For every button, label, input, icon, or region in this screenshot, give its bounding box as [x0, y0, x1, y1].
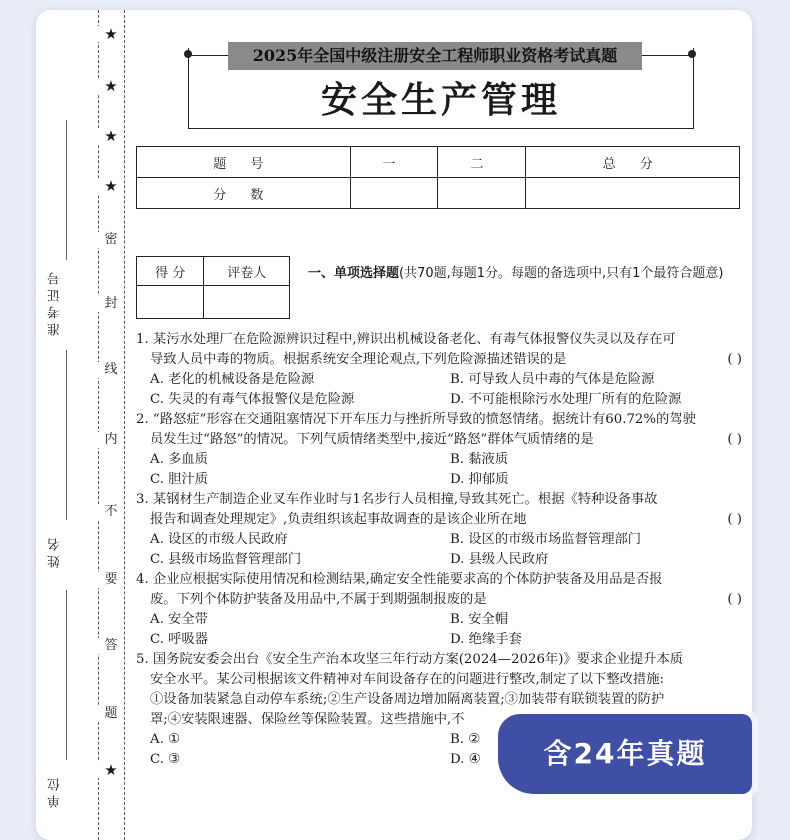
question-1	[136, 330, 742, 410]
seal-char: 题	[98, 706, 124, 722]
star-icon: ★	[98, 78, 124, 94]
option-a: A. 设区的市级人民政府	[150, 532, 288, 547]
question-line: 安全水平。某公司根据该文件精神对车间设备存在的问题进行整改,制定了以下整改措施:	[150, 672, 664, 687]
question-line: 罩;④安装限速器、保险丝等保险装置。这些措施中,不	[150, 712, 465, 727]
seal-char: 内	[98, 432, 124, 448]
option-c: C. ③	[150, 752, 181, 767]
exam-title: 2025年全国中级注册安全工程师职业资格考试真题	[228, 42, 642, 70]
score-cell: 总 分	[526, 147, 740, 178]
answer-paren: ( )	[727, 352, 742, 367]
question-line: 导致人员中毒的物质。根据系统安全理论观点,下列危险源描述错误的是 ( )	[136, 350, 742, 370]
seal-char: 密	[98, 232, 124, 248]
option-a: A. ①	[150, 732, 180, 747]
score-cell: 题 号	[137, 147, 351, 178]
option-d: D. 县级人民政府	[450, 552, 549, 567]
subject-title: 安全生产管理	[320, 79, 561, 121]
option-d: D. 绝缘手套	[450, 632, 522, 647]
option-b: B. 设区的市级市场监督管理部门	[450, 532, 642, 547]
option-d: D. 抑郁质	[450, 472, 509, 487]
section-heading	[308, 264, 748, 284]
option-b: B. 可导致人员中毒的气体是危险源	[450, 372, 655, 387]
seal-char: 封	[98, 296, 124, 312]
question-line: 3. 某钢材生产制造企业叉车作业时与1名步行人员相撞,导致其死亡。根据《特种设备事故	[136, 492, 658, 507]
option-b: B. ②	[450, 732, 481, 747]
grader-score-label: 得 分	[137, 257, 204, 286]
option-a: A. 多血质	[150, 452, 208, 467]
question-line: 1. 某污水处理厂在危险源辨识过程中,辨识出机械设备老化、有毒气体报警仪失灵以及存在可	[136, 332, 676, 347]
binding-margin	[36, 10, 124, 840]
star-icon: ★	[98, 128, 124, 144]
grader-table	[136, 256, 290, 319]
score-cell: 二	[438, 147, 526, 178]
question-line: 5. 国务院安委会出台《安全生产治本攻坚三年行动方案(2024—2026年)》要求企业提升本质	[136, 652, 684, 667]
score-cell: 分 数	[137, 178, 351, 209]
option-a: A. 安全带	[150, 612, 208, 627]
question-line: 2. “路怒症”形容在交通阻塞情况下开车压力与挫折所导致的愤怒情绪。据统计有60.72%的驾驶	[136, 412, 696, 427]
star-icon: ★	[98, 178, 124, 194]
promo-badge: 含24年真题	[498, 714, 752, 794]
question-2	[136, 410, 742, 490]
seal-char: 要	[98, 572, 124, 588]
score-cell: 一	[350, 147, 438, 178]
question-line: 4. 企业应根据实际使用情况和检测结果,确定安全性能要求高的个体防护装备及用品是否报	[136, 572, 663, 587]
answer-paren: ( )	[727, 592, 742, 607]
option-d: D. 不可能根除污水处理厂所有的危险源	[450, 392, 682, 407]
grader-cell	[204, 286, 290, 319]
option-c: C. 县级市场监督管理部门	[150, 552, 302, 567]
question-3	[136, 490, 742, 570]
question-list	[136, 330, 742, 770]
option-c: C. 胆汁质	[150, 472, 209, 487]
answer-paren: ( )	[727, 512, 742, 527]
star-icon: ★	[98, 762, 124, 778]
score-cell	[350, 178, 438, 209]
question-line: 报告和调查处理规定》,负责组织该起事故调查的是该企业所在地 ( )	[136, 510, 742, 530]
field-line	[66, 350, 67, 520]
answer-paren: ( )	[727, 432, 742, 447]
seal-char: 不	[98, 504, 124, 520]
option-c: C. 失灵的有毒气体报警仪是危险源	[150, 392, 355, 407]
field-label-exam-id: 准考证号	[48, 268, 63, 336]
seal-char: 线	[98, 362, 124, 378]
section-desc: (共70题,每题1分。每题的备选项中,只有1个最符合题意)	[399, 266, 724, 281]
question-line: 员发生过“路怒”的情况。下列气质情绪类型中,接近“路怒”群体气质情绪的是 ( )	[136, 430, 742, 450]
option-d: D. ④	[450, 752, 481, 767]
field-label-name: 姓名	[48, 534, 63, 568]
score-table	[136, 146, 740, 209]
option-b: B. 安全帽	[450, 612, 509, 627]
option-a: A. 老化的机械设备是危险源	[150, 372, 315, 387]
section-title: 一、单项选择题	[308, 266, 400, 281]
question-line: 废。下列个体防护装备及用品中,不属于到期强制报废的是 ( )	[136, 590, 742, 610]
grader-label: 评卷人	[204, 257, 290, 286]
seal-char: 答	[98, 638, 124, 654]
field-line	[66, 120, 67, 260]
question-4	[136, 570, 742, 650]
field-line	[66, 590, 67, 760]
grader-cell	[137, 286, 204, 319]
field-label-unit: 单位	[48, 774, 63, 808]
star-icon: ★	[98, 26, 124, 42]
dashed-line	[124, 10, 125, 840]
score-cell	[438, 178, 526, 209]
option-b: B. 黏液质	[450, 452, 509, 467]
question-line: ①设备加装紧急自动停车系统;②生产设备周边增加隔离装置;③加装带有联锁装置的防护	[150, 692, 665, 707]
option-c: C. 呼吸器	[150, 632, 209, 647]
score-cell	[526, 178, 740, 209]
